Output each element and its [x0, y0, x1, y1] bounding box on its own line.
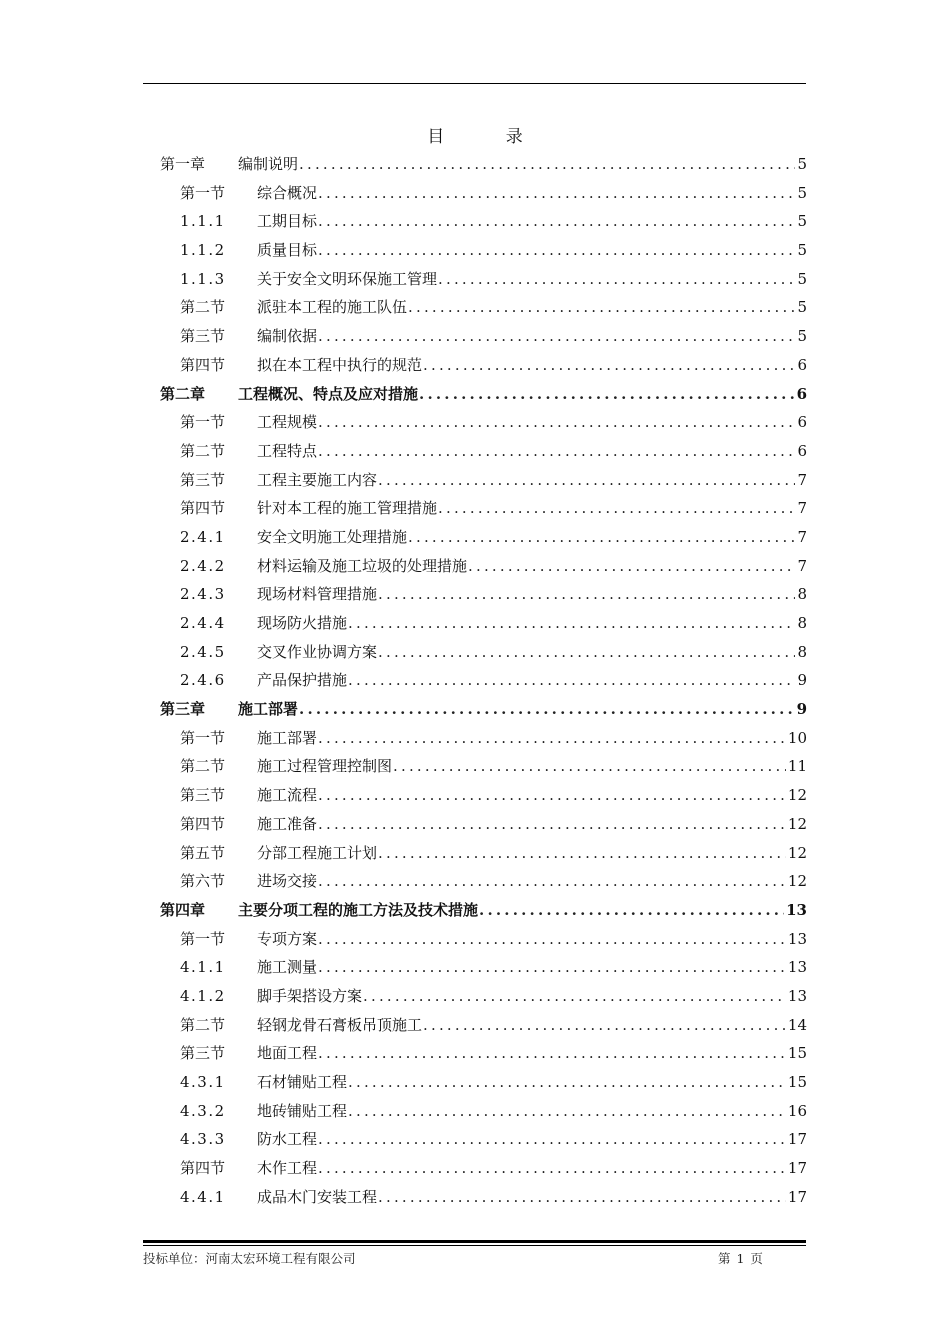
toc-entry-page: 5: [797, 183, 807, 202]
footer-rule-thin: [143, 1245, 806, 1246]
toc-entry-title: 地砖铺贴工程: [257, 1101, 348, 1120]
toc-entry-page: 6: [797, 413, 807, 432]
toc-entry-title: 成品木门安装工程: [257, 1187, 378, 1206]
toc-dot-leader: [318, 236, 795, 265]
toc-entry-number: 2.4.3: [180, 585, 226, 604]
toc-entry-number: 第二章: [160, 384, 206, 403]
toc-section-entry[interactable]: [160, 1125, 807, 1154]
toc-section-entry[interactable]: [160, 724, 807, 753]
toc-entry-title: 脚手架搭设方案: [257, 986, 363, 1005]
toc-section-entry[interactable]: [160, 437, 807, 466]
toc-entry-title: 分部工程施工计划: [257, 843, 378, 862]
toc-section-entry[interactable]: [160, 322, 807, 351]
toc-entry-number: 第四节: [180, 814, 226, 833]
toc-entry-number: 第三章: [160, 700, 206, 719]
toc-section-entry[interactable]: [160, 953, 807, 982]
toc-entry-number: 2.4.2: [180, 556, 226, 575]
toc-section-entry[interactable]: [160, 1011, 807, 1040]
toc-entry-number: 第二节: [180, 757, 226, 776]
toc-entry-title: 交叉作业协调方案: [257, 642, 378, 661]
toc-entry-page: 13: [787, 958, 807, 977]
toc-section-entry[interactable]: [160, 523, 807, 552]
toc-dot-leader: [318, 781, 786, 810]
toc-section-entry[interactable]: [160, 982, 807, 1011]
toc-entry-page: 13: [786, 900, 807, 919]
toc-entry-page: 7: [797, 499, 807, 518]
toc-entry-number: 第四章: [160, 900, 206, 919]
toc-entry-title: 进场交接: [257, 872, 318, 891]
toc-entry-page: 5: [797, 241, 807, 260]
toc-entry-number: 第三节: [180, 327, 226, 346]
toc-entry-page: 15: [787, 1044, 807, 1063]
toc-entry-page: 10: [787, 728, 807, 747]
toc-entry-title: 现场防火措施: [257, 614, 348, 632]
toc-entry-number: 第四节: [180, 355, 226, 374]
toc-section-entry[interactable]: [160, 638, 807, 667]
toc-entry-number: 1.1.3: [180, 269, 226, 288]
toc-entry-page: 12: [787, 843, 807, 862]
toc-entry-title: 施工部署: [257, 728, 318, 747]
toc-entry-page: 13: [787, 986, 807, 1005]
toc-entry-page: 6: [796, 384, 807, 403]
toc-entry-number: 第四节: [180, 499, 226, 518]
toc-dot-leader: [423, 351, 795, 380]
toc-entry-title: 产品保护措施: [257, 671, 348, 690]
toc-entry-page: 17: [787, 1130, 807, 1149]
toc-dot-leader: [348, 666, 795, 695]
toc-entry-title: 主要分项工程的施工方法及技术措施: [238, 900, 479, 919]
toc-entry-page: 8: [797, 614, 807, 632]
toc-dot-leader: [408, 293, 795, 322]
toc-dot-leader: [408, 523, 795, 552]
toc-entry-page: 8: [797, 585, 807, 604]
toc-section-entry[interactable]: [160, 810, 807, 839]
toc-dot-leader: [479, 896, 784, 925]
toc-dot-leader: [318, 322, 795, 351]
toc-entry-page: 5: [797, 327, 807, 346]
toc-section-entry[interactable]: [160, 580, 807, 609]
toc-entry-title: 安全文明施工处理措施: [257, 527, 408, 546]
toc-section-entry[interactable]: [160, 666, 807, 695]
toc-section-entry[interactable]: [160, 351, 807, 380]
toc-entry-title: 综合概况: [257, 183, 318, 202]
toc-dot-leader: [378, 466, 795, 495]
toc-entry-title: 木作工程: [257, 1159, 318, 1178]
toc-dot-leader: [363, 982, 786, 1011]
toc-entry-page: 5: [797, 155, 807, 173]
toc-dot-leader: [318, 179, 795, 208]
toc-entry-title: 轻钢龙骨石膏板吊顶施工: [257, 1015, 423, 1034]
toc-entry-title: 现场材料管理措施: [257, 585, 378, 604]
toc-entry-title: 施工过程管理控制图: [257, 757, 393, 776]
toc-entry-title: 针对本工程的施工管理措施: [257, 499, 438, 518]
toc-entry-number: 第五节: [180, 843, 226, 862]
toc-dot-leader: [318, 925, 786, 954]
toc-dot-leader: [318, 1154, 786, 1183]
toc-dot-leader: [318, 408, 795, 437]
toc-entry-number: 第一节: [180, 929, 226, 948]
toc-entry-page: 12: [787, 872, 807, 891]
toc-entry-number: 2.4.6: [180, 671, 226, 690]
toc-chapter-entry[interactable]: [160, 695, 807, 724]
toc-section-entry[interactable]: [160, 494, 807, 523]
toc-entry-page: 7: [797, 527, 807, 546]
toc-dot-leader: [299, 695, 795, 724]
toc-entry-number: 第六节: [180, 872, 226, 891]
toc-entry-page: 6: [797, 355, 807, 374]
toc-entry-number: 1.1.2: [180, 241, 226, 260]
toc-entry-title: 施工流程: [257, 786, 318, 805]
toc-entry-title: 地面工程: [257, 1044, 318, 1063]
toc-dot-leader: [318, 437, 795, 466]
footer-rule-thick: [143, 1240, 806, 1243]
toc-entry-page: 12: [787, 786, 807, 805]
toc-section-entry[interactable]: [160, 752, 807, 781]
toc-entry-title: 工程主要施工内容: [257, 470, 378, 489]
toc-entry-page: 11: [787, 757, 807, 776]
toc-entry-number: 2.4.4: [180, 614, 226, 632]
toc-entry-number: 2.4.5: [180, 642, 226, 661]
table-of-contents: [160, 150, 807, 1211]
toc-section-entry[interactable]: [160, 179, 807, 208]
toc-entry-number: 第三节: [180, 786, 226, 805]
toc-entry-number: 4.1.1: [180, 958, 226, 977]
toc-entry-number: 第四节: [180, 1159, 226, 1178]
toc-dot-leader: [348, 609, 795, 638]
toc-entry-page: 17: [787, 1187, 807, 1206]
toc-dot-leader: [318, 810, 786, 839]
toc-dot-leader: [318, 207, 795, 236]
toc-entry-title: 工程特点: [257, 441, 318, 460]
toc-entry-title: 工期目标: [257, 212, 318, 231]
toc-section-entry[interactable]: [160, 1039, 807, 1068]
toc-dot-leader: [318, 724, 786, 753]
toc-chapter-entry[interactable]: [160, 896, 807, 925]
toc-entry-page: 14: [787, 1015, 807, 1034]
toc-dot-leader: [318, 1039, 786, 1068]
toc-entry-number: 4.4.1: [180, 1187, 226, 1206]
toc-dot-leader: [318, 953, 786, 982]
toc-entry-number: 第二节: [180, 298, 226, 317]
toc-dot-leader: [468, 552, 795, 581]
toc-entry-number: 第一节: [180, 728, 226, 747]
toc-entry-page: 17: [787, 1159, 807, 1178]
toc-section-entry[interactable]: [160, 781, 807, 810]
toc-entry-title: 材料运输及施工垃圾的处理措施: [257, 556, 468, 575]
toc-entry-number: 4.3.2: [180, 1101, 226, 1120]
toc-entry-number: 第一章: [160, 155, 206, 173]
toc-section-entry[interactable]: [160, 1183, 807, 1212]
toc-section-entry[interactable]: [160, 408, 807, 437]
toc-dot-leader: [378, 839, 786, 868]
toc-entry-page: 7: [797, 470, 807, 489]
toc-entry-number: 1.1.1: [180, 212, 226, 231]
toc-entry-number: 第二节: [180, 441, 226, 460]
toc-chapter-entry[interactable]: [160, 150, 807, 179]
toc-title: 目 录: [427, 127, 551, 147]
toc-entry-title: 施工测量: [257, 958, 318, 977]
toc-entry-number: 第二节: [180, 1015, 226, 1034]
toc-section-entry[interactable]: [160, 466, 807, 495]
toc-dot-leader: [378, 580, 795, 609]
toc-entry-title: 工程概况、特点及应对措施: [238, 384, 419, 403]
toc-section-entry[interactable]: [160, 552, 807, 581]
toc-entry-title: 编制说明: [238, 155, 299, 173]
toc-entry-title: 关于安全文明环保施工管理: [257, 269, 438, 288]
toc-entry-title: 石材铺贴工程: [257, 1073, 348, 1091]
toc-entry-number: 第三节: [180, 470, 226, 489]
toc-section-entry[interactable]: [160, 609, 807, 638]
toc-dot-leader: [348, 1097, 786, 1126]
toc-entry-page: 12: [787, 814, 807, 833]
toc-dot-leader: [438, 265, 795, 294]
toc-section-entry[interactable]: [160, 839, 807, 868]
toc-entry-page: 6: [797, 441, 807, 460]
toc-section-entry[interactable]: [160, 293, 807, 322]
toc-entry-page: 13: [787, 929, 807, 948]
toc-entry-number: 4.3.1: [180, 1073, 226, 1091]
toc-entry-page: 8: [797, 642, 807, 661]
toc-section-entry[interactable]: [160, 265, 807, 294]
toc-entry-number: 第一节: [180, 413, 226, 432]
toc-entry-title: 质量目标: [257, 241, 318, 260]
toc-dot-leader: [393, 752, 786, 781]
toc-entry-title: 施工准备: [257, 814, 318, 833]
toc-entry-page: 5: [797, 298, 807, 317]
toc-entry-title: 派驻本工程的施工队伍: [257, 298, 408, 317]
toc-section-entry[interactable]: [160, 207, 807, 236]
toc-entry-page: 9: [796, 700, 807, 719]
toc-entry-number: 4.3.3: [180, 1130, 226, 1149]
toc-entry-page: 16: [787, 1101, 807, 1120]
toc-chapter-entry[interactable]: [160, 380, 807, 409]
toc-dot-leader: [318, 867, 786, 896]
header-rule: [143, 83, 806, 84]
toc-dot-leader: [318, 1125, 786, 1154]
toc-entry-number: 2.4.1: [180, 527, 226, 546]
toc-entry-title: 施工部署: [238, 700, 299, 719]
toc-entry-page: 5: [797, 269, 807, 288]
toc-entry-number: 第三节: [180, 1044, 226, 1063]
toc-section-entry[interactable]: [160, 1154, 807, 1183]
toc-section-entry[interactable]: [160, 925, 807, 954]
toc-dot-leader: [378, 638, 795, 667]
toc-entry-title: 编制依据: [257, 327, 318, 346]
footer-company: 投标单位：河南太宏环境工程有限公司: [143, 1251, 356, 1266]
toc-section-entry[interactable]: [160, 1068, 807, 1097]
toc-dot-leader: [438, 494, 795, 523]
toc-entry-title: 拟在本工程中执行的规范: [257, 355, 423, 374]
toc-entry-page: 15: [787, 1073, 807, 1091]
toc-dot-leader: [419, 380, 795, 409]
toc-entry-number: 第一节: [180, 183, 226, 202]
toc-entry-page: 5: [797, 212, 807, 231]
toc-entry-title: 工程规模: [257, 413, 318, 432]
toc-entry-page: 7: [797, 556, 807, 575]
toc-entry-title: 专项方案: [257, 929, 318, 948]
toc-section-entry[interactable]: [160, 1097, 807, 1126]
toc-dot-leader: [299, 150, 795, 179]
toc-dot-leader: [378, 1183, 786, 1212]
toc-entry-title: 防水工程: [257, 1130, 318, 1149]
toc-entry-number: 4.1.2: [180, 986, 226, 1005]
toc-entry-page: 9: [797, 671, 807, 690]
toc-section-entry[interactable]: [160, 236, 807, 265]
toc-section-entry[interactable]: [160, 867, 807, 896]
footer-page-number: 第 1 页: [718, 1251, 763, 1266]
toc-dot-leader: [423, 1011, 786, 1040]
toc-dot-leader: [348, 1068, 786, 1097]
